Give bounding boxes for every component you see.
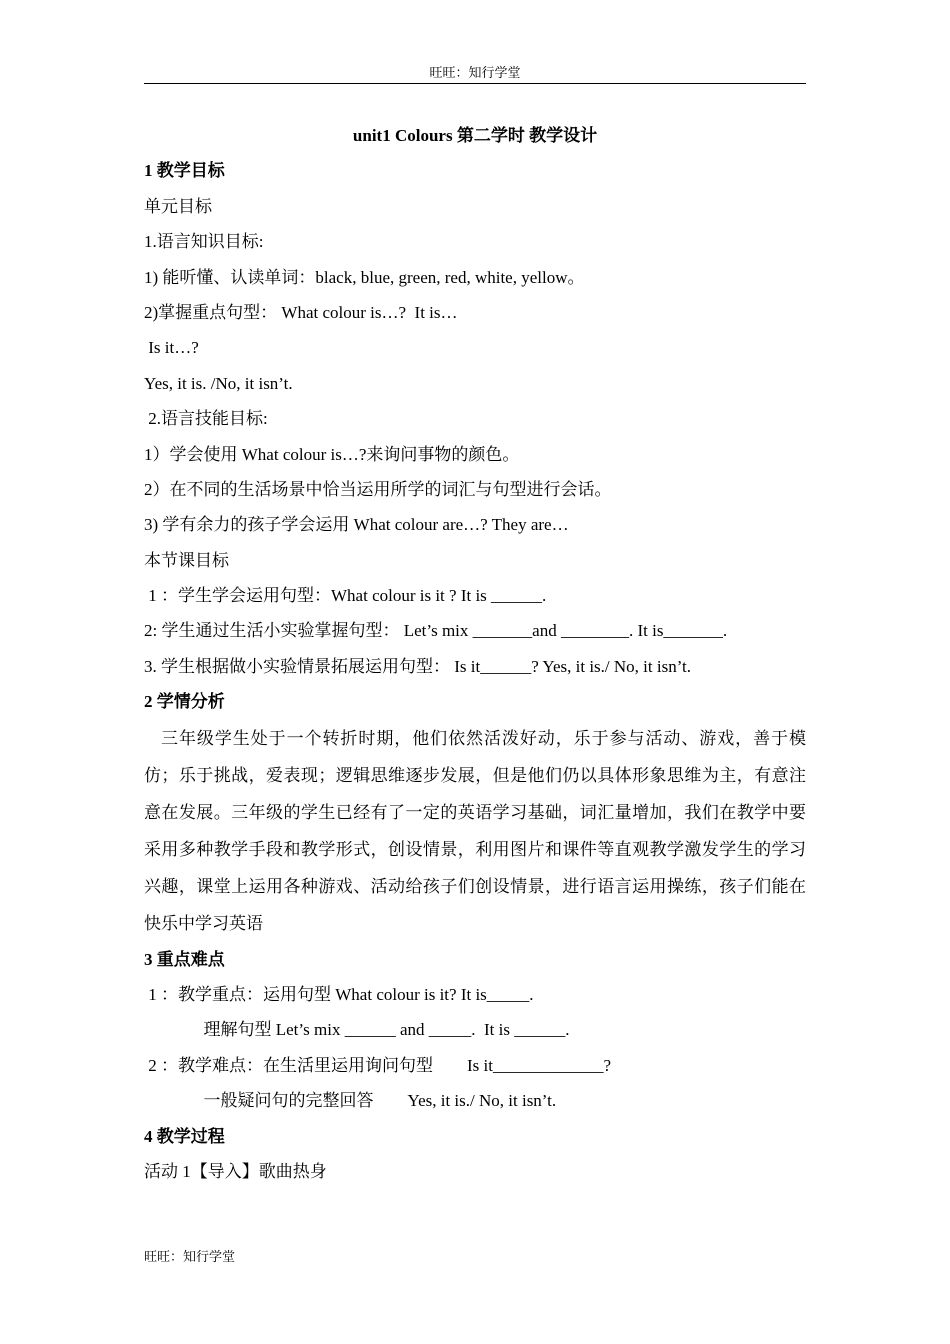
text-line: 1) 能听懂、认读单词：black, blue, green, red, white, yellow。 (144, 267, 585, 287)
text-line: 2）在不同的生活场景中恰当运用所学的词汇与句型进行会话。 (144, 479, 612, 499)
text-line: 1 ：学生学会运用句型：What colour is it ? It is ______. (144, 586, 547, 606)
section-heading: 1 教学目标 (144, 161, 225, 181)
text-line: Is it…? (144, 338, 199, 358)
text-line: 1 ：教学重点：运用句型 What colour is it? It is_____. (144, 985, 534, 1005)
section-key-points (144, 942, 806, 1190)
text-line: 3) 学有余力的孩子学会运用 What colour are…? They are… (144, 515, 569, 535)
text-line: 理解句型 Let’s mix ______ and _____. It is ______. (144, 1020, 570, 1040)
text-line: 单元目标 (144, 196, 212, 216)
text-line: Yes, it is. /No, it isn’t. (144, 373, 293, 393)
page-header: 旺旺：知行学堂 (429, 65, 521, 80)
document-body (144, 118, 806, 1189)
text-line: 活动 1【导入】歌曲热身 (144, 1161, 327, 1181)
analysis-text: 三年级学生处于一个转折时期，他们依然活泼好动，乐于参与活动、游戏，善于模仿；乐于挑战，爱表现；逻辑思维逐步发展，但是他们仍以具体形象思维为主，有意注意在发展。三年级的学生已经有了一定的英语学习基础，词汇量增加，我们在教学中要采用多种教学手段和教学形式，创设情景，利用图片和课件等直观教学激发学生的学习兴趣，课堂上运用各种游戏、活动给孩子们创设情景，进行语言运用操练，孩子们能在快乐中学习英语 (144, 728, 806, 933)
section-heading: 4 教学过程 (144, 1126, 225, 1146)
section-objectives (144, 153, 806, 719)
header-divider (144, 83, 806, 84)
page-footer: 旺旺：知行学堂 (144, 1249, 236, 1264)
section-heading: 3 重点难点 (144, 949, 225, 969)
text-line: 1.语言知识目标: (144, 232, 264, 252)
section-heading: 2 学情分析 (144, 692, 225, 712)
text-line: 1）学会使用 What colour is…?来询问事物的颜色。 (144, 444, 520, 464)
text-line: 2: 学生通过生活小实验掌握句型： Let’s mix _______and ________. It is_______. (144, 621, 728, 641)
text-line: 2.语言技能目标: (144, 409, 268, 429)
text-line: 一般疑问句的完整回答 Yes, it is./ No, it isn’t. (144, 1091, 557, 1111)
analysis-paragraph (144, 720, 806, 942)
text-line: 3. 学生根据做小实验情景拓展运用句型： Is it______? Yes, it is./ No, it isn’t. (144, 656, 692, 676)
text-line: 2)掌握重点句型： What colour is…? It is… (144, 302, 458, 322)
text-line: 本节课目标 (144, 550, 229, 570)
document-title: unit1 Colours 第二学时 教学设计 (352, 126, 598, 145)
text-line: 2 ：教学难点：在生活里运用询问句型 Is it_____________? (144, 1055, 612, 1075)
